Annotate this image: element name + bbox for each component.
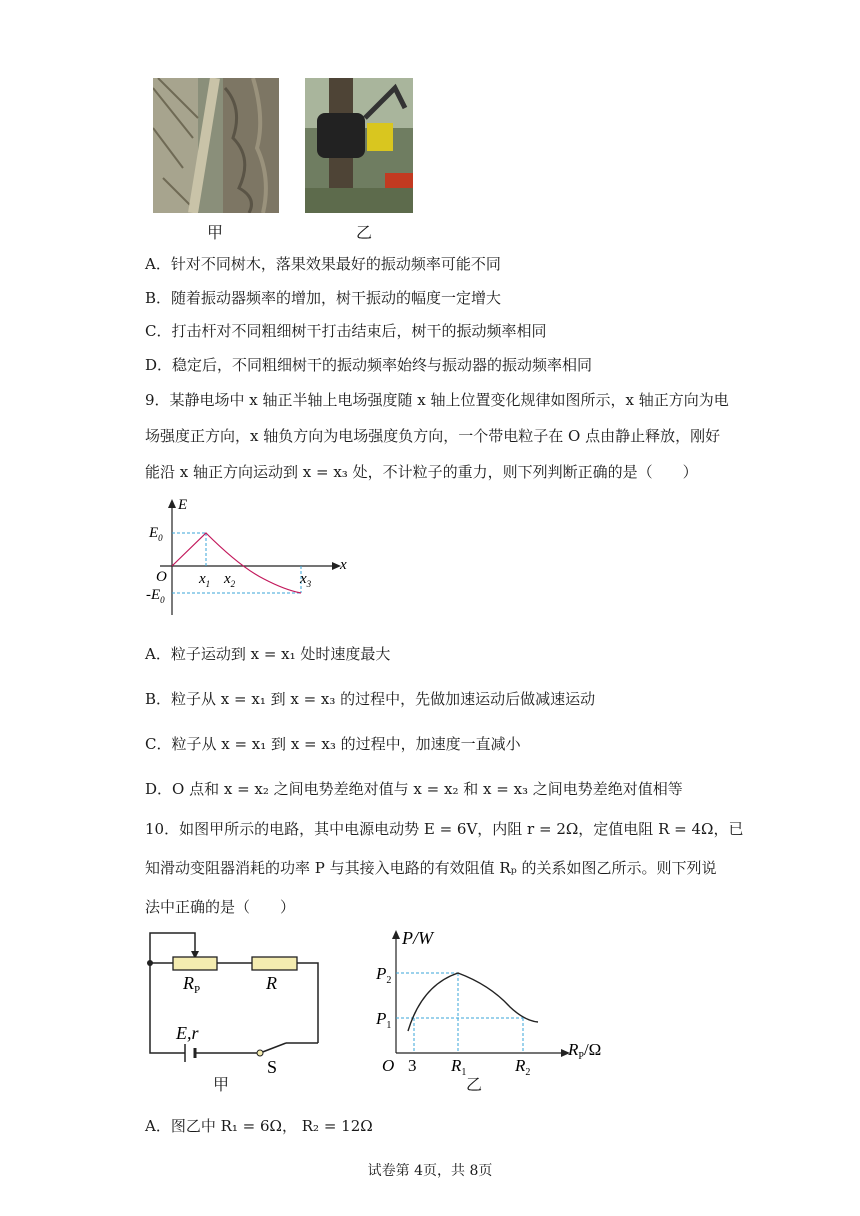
q10-circuit-diagram <box>140 925 330 1095</box>
q9-stem-line-2: 场强度正方向，x 轴负方向为电场强度负方向，一个带电粒子在 O 点由静止释放，刚好 <box>145 427 721 445</box>
q9-field-curve <box>172 533 301 593</box>
q9-neg-e0-label: $-E_0$ <box>146 587 165 605</box>
rheostat-label: $R_P$ <box>183 973 201 996</box>
q9-x3-label: $x_3$ <box>300 571 312 589</box>
q9-stem-line-3: 能沿 x 轴正方向运动到 x = x₃ 处，不计粒子的重力，则下列判断正确的是（ ） <box>145 463 698 481</box>
q10-stem-line-1: 10．如图甲所示的电路，其中电源电动势 E = 6V，内阻 r = 2Ω，定值电阻 R = 4Ω，已 <box>145 820 744 838</box>
photo-right-caption: 乙 <box>356 223 373 242</box>
q10-stem-line-2: 知滑动变阻器消耗的功率 P 与其接入电路的有效阻值 Rₚ 的关系如图乙所示。则下列说 <box>145 859 717 877</box>
photo-left-caption: 甲 <box>207 223 224 242</box>
q10-option-a: A．图乙中 R₁ = 6Ω， R₂ = 12Ω <box>145 1117 373 1135</box>
q8-option-d: D．稳定后，不同粗细树干的振动频率始终与振动器的振动频率相同 <box>145 356 593 374</box>
q10-r2-label: $R_2$ <box>515 1056 531 1075</box>
q8-option-b: B．随着振动器频率的增加，树干振动的幅度一定增大 <box>145 289 502 307</box>
q10-origin-label: O <box>382 1056 395 1075</box>
q9-x-axis-label: x <box>340 557 347 573</box>
q9-e-x-graph <box>140 495 360 625</box>
q9-x1-label: $x_1$ <box>199 571 211 589</box>
q9-x2-label: $x_2$ <box>224 571 236 589</box>
q10-stem-line-3: 法中正确的是（ ） <box>145 898 296 916</box>
q10-tick-3: 3 <box>408 1056 417 1075</box>
resistor-symbol <box>252 957 297 970</box>
q8-option-a: A．针对不同树木，落果效果最好的振动频率可能不同 <box>145 255 501 273</box>
q10-y-axis-label: P/W <box>402 928 433 948</box>
resistor-label: R <box>266 973 277 993</box>
q10-x-axis-label: $R_P/\Omega$ <box>568 1040 602 1062</box>
graph-caption: 乙 <box>466 1075 483 1094</box>
q9-option-b: B．粒子从 x = x₁ 到 x = x₃ 的过程中，先做加速运动后做减速运动 <box>145 690 596 708</box>
q9-origin-label: O <box>156 569 167 585</box>
photo-tree-shaker <box>305 78 413 213</box>
page-footer: 试卷第 4页，共 8页 <box>367 1163 493 1179</box>
q8-option-c: C．打击杆对不同粗细树干打击结束后，树干的振动频率相同 <box>145 322 547 340</box>
q9-y-axis-label: E <box>178 497 188 513</box>
q10-p-rp-graph <box>370 925 620 1075</box>
q10-r1-label: $R_1$ <box>451 1056 467 1075</box>
q9-stem-line-1: 9．某静电场中 x 轴正半轴上电场强度随 x 轴上位置变化规律如图所示，x 轴正方向为电 <box>145 391 729 409</box>
q9-option-d: D．O 点和 x = x₂ 之间电势差绝对值与 x = x₂ 和 x = x₃ 之间电势差绝对值相等 <box>145 780 683 798</box>
source-label: E,r <box>176 1023 199 1043</box>
q10-power-curve <box>408 973 538 1031</box>
q9-option-a: A．粒子运动到 x = x₁ 处时速度最大 <box>145 645 391 663</box>
q9-e0-label: $E_0$ <box>149 525 163 543</box>
circuit-caption: 甲 <box>213 1075 230 1094</box>
q10-p1-label: $P_1$ <box>376 1009 392 1031</box>
photo-tree-trunk <box>153 78 279 213</box>
q9-option-c: C．粒子从 x = x₁ 到 x = x₃ 的过程中，加速度一直减小 <box>145 735 521 753</box>
rheostat-symbol <box>173 957 217 970</box>
q10-p2-label: $P_2$ <box>376 964 392 986</box>
switch-contact <box>257 1050 263 1056</box>
switch-label: S <box>267 1057 278 1077</box>
